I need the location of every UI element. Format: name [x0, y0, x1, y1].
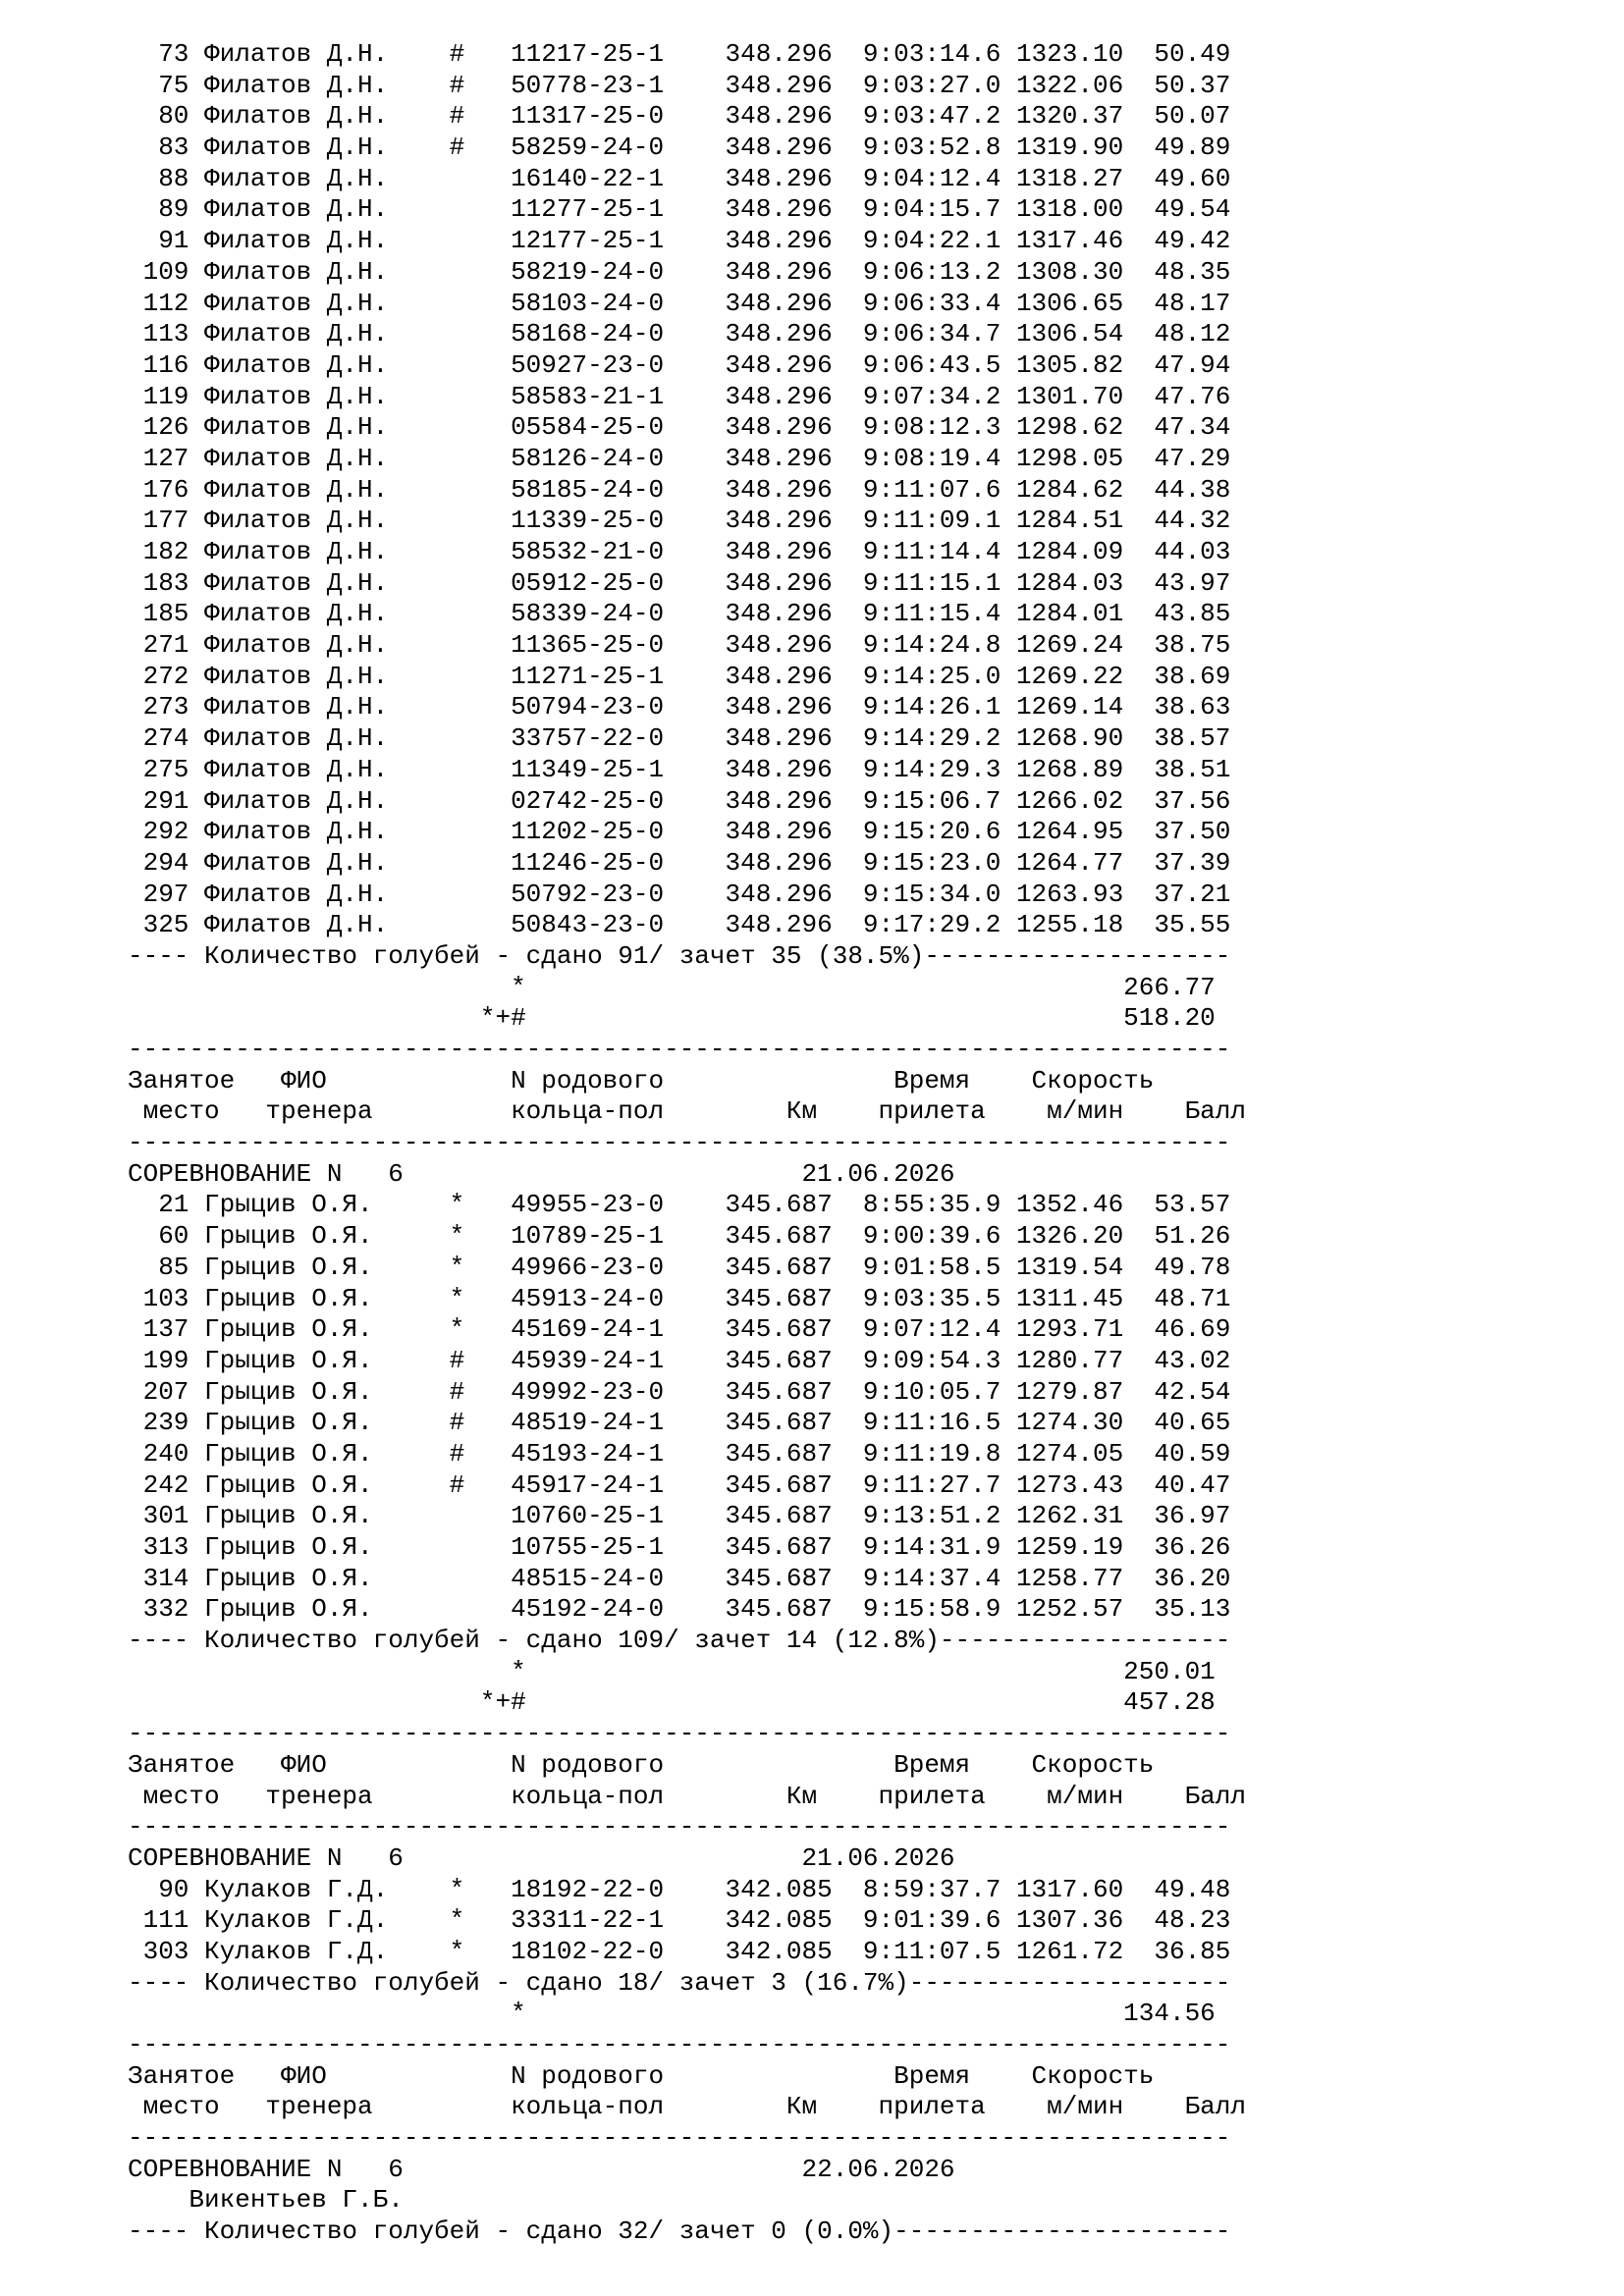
result-row: 103 Грыцив О.Я. * 45913-24-0 345.687 9:03:35.5 1311.45 48.71: [128, 1283, 1231, 1313]
result-row: 294 Филатов Д.Н. 11246-25-0 348.296 9:15:23.0 1264.77 37.39: [128, 847, 1231, 878]
result-row: 297 Филатов Д.Н. 50792-23-0 348.296 9:15:34.0 1263.93 37.21: [128, 879, 1231, 909]
result-row: 73 Филатов Д.Н. # 11217-25-1 348.296 9:03:14.6 1323.10 50.49: [128, 39, 1231, 69]
total-line: *+# 457.28: [128, 1687, 1216, 1718]
result-row: 182 Филатов Д.Н. 58532-21-0 348.296 9:11:14.4 1284.09 44.03: [128, 537, 1231, 566]
result-row: 126 Филатов Д.Н. 05584-25-0 348.296 9:08:12.3 1298.62 47.34: [128, 412, 1231, 443]
column-header: место тренера кольца-пол Км прилета м/мин Балл: [128, 1096, 1246, 1127]
result-row: 127 Филатов Д.Н. 58126-24-0 348.296 9:08:19.4 1298.05 47.29: [128, 443, 1231, 473]
result-row: 75 Филатов Д.Н. # 50778-23-1 348.296 9:03:27.0 1322.06 50.37: [128, 70, 1231, 100]
result-row: 85 Грыцив О.Я. * 49966-23-0 345.687 9:01:58.5 1319.54 49.78: [128, 1252, 1231, 1282]
result-row: 88 Филатов Д.Н. 16140-22-1 348.296 9:04:12.4 1318.27 49.60: [128, 163, 1231, 193]
result-row: 274 Филатов Д.Н. 33757-22-0 348.296 9:14:29.2 1268.90 38.57: [128, 723, 1231, 754]
column-header: место тренера кольца-пол Км прилета м/мин Балл: [128, 1781, 1246, 1811]
result-row: 177 Филатов Д.Н. 11339-25-0 348.296 9:11:09.1 1284.51 44.32: [128, 506, 1231, 536]
result-row: 332 Грыцив О.Я. 45192-24-0 345.687 9:15:58.9 1252.57 35.13: [128, 1594, 1231, 1625]
result-row: 240 Грыцив О.Я. # 45193-24-1 345.687 9:11:19.8 1274.05 40.59: [128, 1438, 1231, 1468]
result-row: 207 Грыцив О.Я. # 49992-23-0 345.687 9:10:05.7 1279.87 42.54: [128, 1376, 1231, 1407]
competition-header: СОРЕВНОВАНИЕ N 6 21.06.2026: [128, 1842, 955, 1873]
result-row: 314 Грыцив О.Я. 48515-24-0 345.687 9:14:37.4 1258.77 36.20: [128, 1563, 1231, 1593]
result-row: 119 Филатов Д.Н. 58583-21-1 348.296 9:07:34.2 1301.70 47.76: [128, 381, 1231, 411]
result-row: 112 Филатов Д.Н. 58103-24-0 348.296 9:06:33.4 1306.65 48.17: [128, 288, 1231, 318]
separator-line: ------------------------------------------------------------------------: [128, 2030, 1231, 2059]
result-row: 176 Филатов Д.Н. 58185-24-0 348.296 9:11:07.6 1284.62 44.38: [128, 474, 1231, 505]
separator-line: ------------------------------------------------------------------------: [128, 2123, 1231, 2154]
column-header: Занятое ФИО N родового Время Скорость: [128, 1749, 1155, 1780]
result-row: 292 Филатов Д.Н. 11202-25-0 348.296 9:15:20.6 1264.95 37.50: [128, 817, 1231, 847]
result-row: 183 Филатов Д.Н. 05912-25-0 348.296 9:11:15.1 1284.03 43.97: [128, 567, 1231, 598]
column-header: Занятое ФИО N родового Время Скорость: [128, 2060, 1155, 2091]
result-row: 109 Филатов Д.Н. 58219-24-0 348.296 9:06:13.2 1308.30 48.35: [128, 256, 1231, 287]
separator-line: ------------------------------------------------------------------------: [128, 1719, 1231, 1749]
result-row: 325 Филатов Д.Н. 50843-23-0 348.296 9:17:29.2 1255.18 35.55: [128, 910, 1231, 940]
result-row: 239 Грыцив О.Я. # 48519-24-1 345.687 9:11:16.5 1274.30 40.65: [128, 1408, 1231, 1438]
summary-line: ---- Количество голубей - сдано 18/ зачет 3 (16.7%)---------------------: [128, 1967, 1231, 1998]
result-row: 185 Филатов Д.Н. 58339-24-0 348.296 9:11:15.4 1284.01 43.85: [128, 599, 1231, 629]
result-row: 313 Грыцив О.Я. 10755-25-1 345.687 9:14:31.9 1259.19 36.26: [128, 1532, 1231, 1562]
result-row: 113 Филатов Д.Н. 58168-24-0 348.296 9:06:34.7 1306.54 48.12: [128, 319, 1231, 349]
result-row: 80 Филатов Д.Н. # 11317-25-0 348.296 9:03:47.2 1320.37 50.07: [128, 101, 1231, 132]
summary-line: ---- Количество голубей - сдано 32/ зачет 0 (0.0%)----------------------: [128, 2216, 1231, 2247]
result-row: 90 Кулаков Г.Д. * 18192-22-0 342.085 8:59:37.7 1317.60 49.48: [128, 1874, 1231, 1904]
result-row: 301 Грыцив О.Я. 10760-25-1 345.687 9:13:51.2 1262.31 36.97: [128, 1501, 1231, 1531]
separator-line: ------------------------------------------------------------------------: [128, 1035, 1231, 1064]
competition-header: СОРЕВНОВАНИЕ N 6 21.06.2026: [128, 1158, 955, 1189]
result-row: 91 Филатов Д.Н. 12177-25-1 348.296 9:04:22.1 1317.46 49.42: [128, 226, 1231, 256]
total-line: *+# 518.20: [128, 1003, 1216, 1034]
result-row: 303 Кулаков Г.Д. * 18102-22-0 342.085 9:11:07.5 1261.72 36.85: [128, 1936, 1231, 1966]
participant-name: Викентьев Г.Б.: [128, 2185, 404, 2216]
summary-line: ---- Количество голубей - сдано 109/ зачет 14 (12.8%)-------------------: [128, 1626, 1231, 1656]
result-row: 60 Грыцив О.Я. * 10789-25-1 345.687 9:00:39.6 1326.20 51.26: [128, 1221, 1231, 1252]
result-row: 272 Филатов Д.Н. 11271-25-1 348.296 9:14:25.0 1269.22 38.69: [128, 661, 1231, 691]
result-row: 273 Филатов Д.Н. 50794-23-0 348.296 9:14:26.1 1269.14 38.63: [128, 692, 1231, 722]
result-row: 199 Грыцив О.Я. # 45939-24-1 345.687 9:09:54.3 1280.77 43.02: [128, 1345, 1231, 1375]
result-row: 242 Грыцив О.Я. # 45917-24-1 345.687 9:11:27.7 1273.43 40.47: [128, 1469, 1231, 1500]
total-line: * 250.01: [128, 1656, 1216, 1686]
separator-line: ------------------------------------------------------------------------: [128, 1128, 1231, 1158]
competition-header: СОРЕВНОВАНИЕ N 6 22.06.2026: [128, 2154, 955, 2184]
result-row: 83 Филатов Д.Н. # 58259-24-0 348.296 9:03:52.8 1319.90 49.89: [128, 133, 1231, 163]
total-line: * 266.77: [128, 972, 1216, 1002]
results-report: [128, 39, 1246, 2248]
result-row: 275 Филатов Д.Н. 11349-25-1 348.296 9:14:29.3 1268.89 38.51: [128, 754, 1231, 784]
result-row: 89 Филатов Д.Н. 11277-25-1 348.296 9:04:15.7 1318.00 49.54: [128, 194, 1231, 225]
result-row: 291 Филатов Д.Н. 02742-25-0 348.296 9:15:06.7 1266.02 37.56: [128, 785, 1231, 816]
summary-line: ---- Количество голубей - сдано 91/ зачет 35 (38.5%)--------------------: [128, 940, 1231, 971]
column-header: место тренера кольца-пол Км прилета м/мин Балл: [128, 2092, 1246, 2122]
column-header: Занятое ФИО N родового Время Скорость: [128, 1065, 1155, 1095]
total-line: * 134.56: [128, 1999, 1216, 2029]
result-row: 116 Филатов Д.Н. 50927-23-0 348.296 9:06:43.5 1305.82 47.94: [128, 349, 1231, 380]
result-row: 111 Кулаков Г.Д. * 33311-22-1 342.085 9:01:39.6 1307.36 48.23: [128, 1905, 1231, 1936]
result-row: 21 Грыцив О.Я. * 49955-23-0 345.687 8:55:35.9 1352.46 53.57: [128, 1190, 1231, 1220]
result-row: 137 Грыцив О.Я. * 45169-24-1 345.687 9:07:12.4 1293.71 46.69: [128, 1314, 1231, 1345]
separator-line: ------------------------------------------------------------------------: [128, 1812, 1231, 1842]
result-row: 271 Филатов Д.Н. 11365-25-0 348.296 9:14:24.8 1269.24 38.75: [128, 630, 1231, 661]
